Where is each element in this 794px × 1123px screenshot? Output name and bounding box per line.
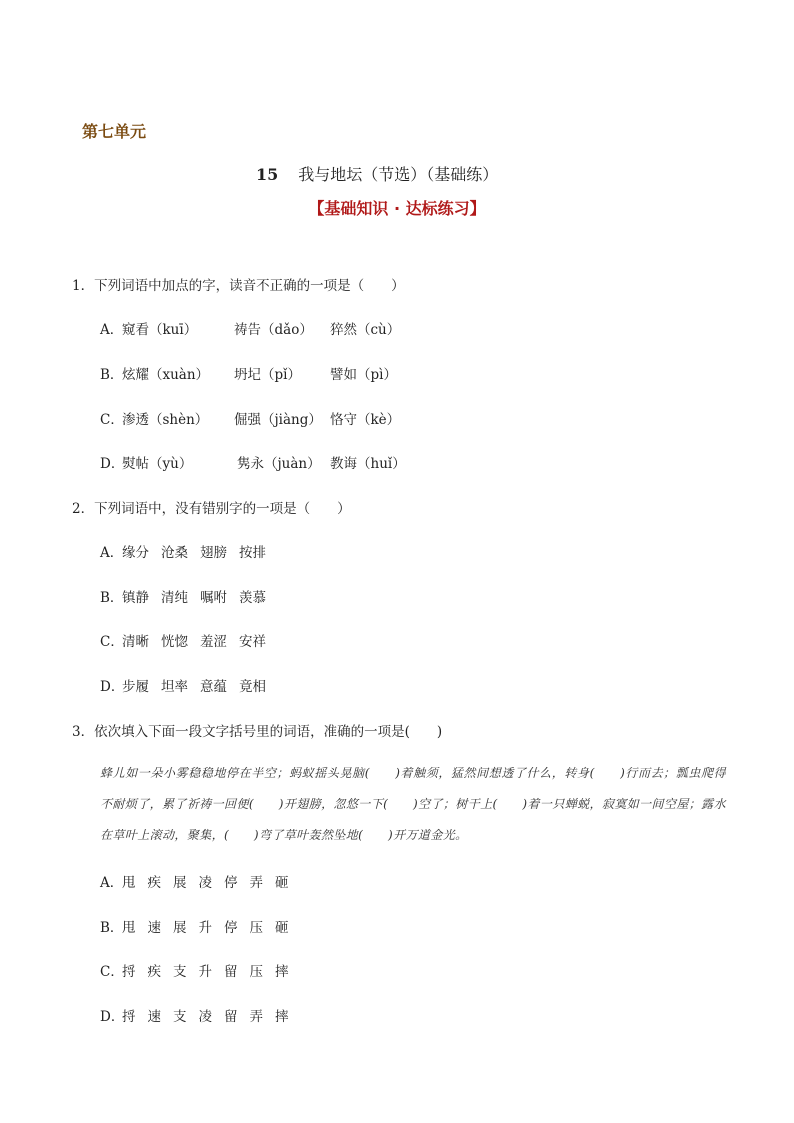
question-2-option-d <box>100 675 278 695</box>
option-letter: D． <box>100 456 125 472</box>
option-item: 沧桑 <box>161 545 188 561</box>
option-item: 甩 <box>122 920 136 936</box>
option-item: 安祥 <box>239 634 266 650</box>
option-item: 窥看（kuī） <box>122 322 198 338</box>
option-letter: C． <box>100 412 124 428</box>
option-item: 坦率 <box>161 679 188 695</box>
option-item: 疾 <box>147 964 161 980</box>
option-item: 羡慕 <box>239 590 266 606</box>
option-item: 教诲（huǐ） <box>330 456 406 472</box>
option-item: 留 <box>224 964 238 980</box>
option-item: 倔强（jiàng） <box>234 412 322 428</box>
option-item: 展 <box>173 920 187 936</box>
option-item: 譬如（pì） <box>330 367 397 383</box>
option-item: 熨帖（yù） <box>122 456 193 472</box>
option-letter: A． <box>100 875 124 891</box>
option-item: 渗透（shèn） <box>122 412 209 428</box>
option-item: 坍圮（pǐ） <box>234 367 301 383</box>
option-item: 竟相 <box>239 679 266 695</box>
option-item: 砸 <box>275 920 289 936</box>
option-item: 镇静 <box>122 590 149 606</box>
option-item: 升 <box>198 964 212 980</box>
question-3-passage: 蜂儿如一朵小雾稳稳地停在半空；蚂蚁摇头晃脑( )着触须，猛然间想透了什么，转身( )行而去；瓢虫爬得不耐烦了，累了祈祷一回便( )开翅膀，忽悠一下( )空了；树干上( )着一只蝉蜕，寂寞如一间空屋；露水在草叶上滚动，聚集，( )弯了草叶轰然坠地( )开万道金光。 <box>100 766 726 842</box>
question-1-option-a <box>100 318 400 338</box>
option-letter: B． <box>100 920 124 936</box>
option-item: 清晰 <box>122 634 149 650</box>
option-item: 停 <box>224 920 238 936</box>
unit-title: 第七单元 <box>82 122 147 141</box>
option-item: 凌 <box>198 875 212 891</box>
option-letter: C． <box>100 964 124 980</box>
option-item: 支 <box>173 964 187 980</box>
option-item: 速 <box>147 1009 161 1025</box>
option-item: 隽永（juàn） <box>237 456 321 472</box>
option-letter: B． <box>100 590 124 606</box>
question-3-option-a <box>100 871 301 891</box>
option-letter: A． <box>100 545 124 561</box>
question-2-option-c <box>100 630 278 650</box>
option-item: 凌 <box>198 1009 212 1025</box>
option-item: 升 <box>198 920 212 936</box>
option-item: 摔 <box>275 964 289 980</box>
option-item: 嘱咐 <box>200 590 227 606</box>
option-item: 速 <box>147 920 161 936</box>
option-item: 翅膀 <box>200 545 227 561</box>
option-item: 炫耀（xuàn） <box>122 367 210 383</box>
question-1-option-d <box>100 452 406 472</box>
option-letter: C． <box>100 634 124 650</box>
option-item: 甩 <box>122 875 136 891</box>
option-letter: D． <box>100 1009 125 1025</box>
option-item: 砸 <box>275 875 289 891</box>
question-2-stem: 2．下列词语中，没有错别字的一项是（ ） <box>72 501 351 517</box>
option-item: 压 <box>249 920 263 936</box>
option-item: 步履 <box>122 679 149 695</box>
option-letter: B． <box>100 367 124 383</box>
option-item: 捋 <box>122 1009 136 1025</box>
lesson-title <box>256 162 498 185</box>
section-heading: 【基础知识 · 达标练习】 <box>308 199 486 218</box>
option-item: 捋 <box>122 964 136 980</box>
option-item: 羞涩 <box>200 634 227 650</box>
option-item: 弄 <box>249 1009 263 1025</box>
lesson-title-text: 我与地坛（节选）（基础练） <box>298 165 499 184</box>
option-item: 展 <box>173 875 187 891</box>
option-item: 祷告（dǎo） <box>234 322 313 338</box>
question-3-option-d <box>100 1005 301 1025</box>
option-item: 恍惚 <box>161 634 188 650</box>
question-1-option-b <box>100 363 397 383</box>
option-item: 恪守（kè） <box>330 412 401 428</box>
option-item: 弄 <box>249 875 263 891</box>
option-item: 疾 <box>147 875 161 891</box>
option-item: 意蕴 <box>200 679 227 695</box>
option-letter: D． <box>100 679 125 695</box>
option-item: 支 <box>173 1009 187 1025</box>
question-1-stem: 1．下列词语中加点的字，读音不正确的一项是（ ） <box>72 278 405 294</box>
option-item: 压 <box>249 964 263 980</box>
option-item: 停 <box>224 875 238 891</box>
option-item: 缘分 <box>122 545 149 561</box>
question-2-option-b <box>100 586 278 606</box>
question-3-option-c <box>100 960 301 980</box>
option-item: 按排 <box>239 545 266 561</box>
option-item: 猝然（cù） <box>330 322 401 338</box>
option-item: 清纯 <box>161 590 188 606</box>
question-3-stem: 3．依次填入下面一段文字括号里的词语，准确的一项是( ) <box>72 724 443 740</box>
lesson-number: 15 <box>256 165 279 184</box>
question-1-option-c <box>100 408 400 428</box>
option-letter: A． <box>100 322 124 338</box>
option-item: 留 <box>224 1009 238 1025</box>
option-item: 摔 <box>275 1009 289 1025</box>
question-3-option-b <box>100 916 301 936</box>
question-2-option-a <box>100 541 278 561</box>
